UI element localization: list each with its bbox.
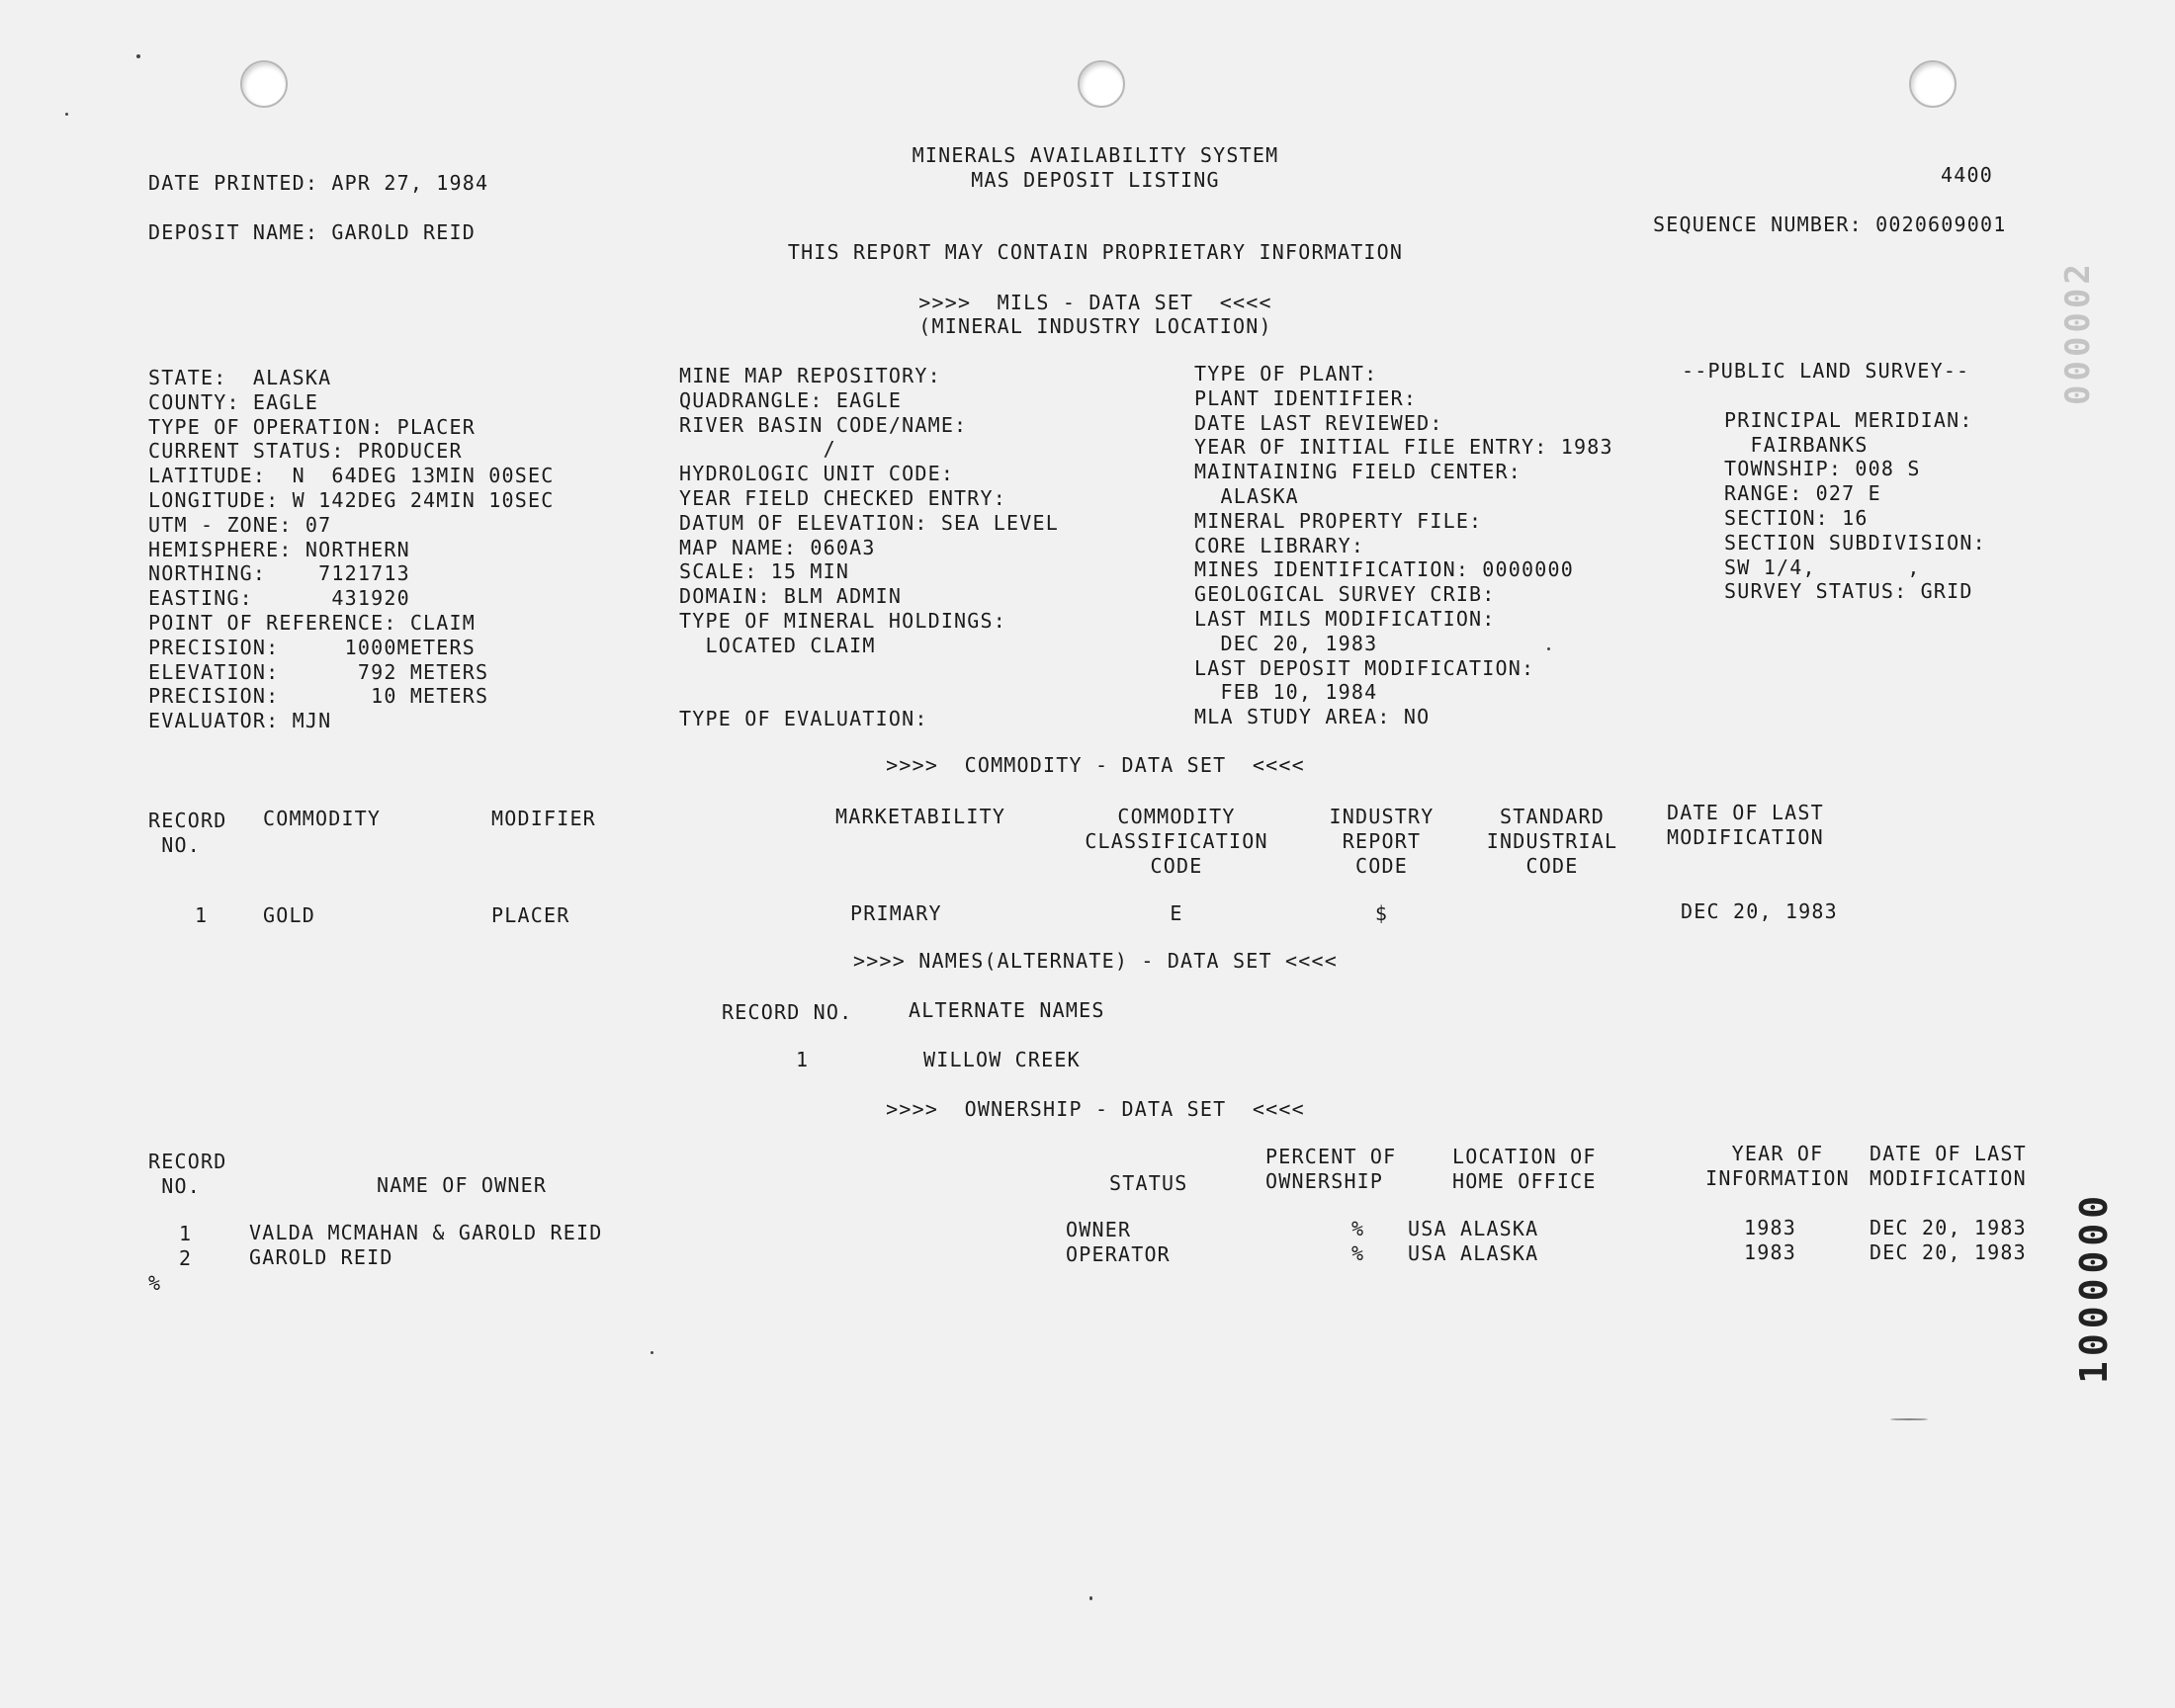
field-section-subdivision-value: SW 1/4, , <box>1724 555 1921 579</box>
field-quadrangle: QUADRANGLE: EAGLE <box>679 388 903 412</box>
commodity-header-sic: STANDARD INDUSTRIAL CODE <box>1486 805 1618 878</box>
ownership-header-year: YEAR OF INFORMATION <box>1705 1142 1850 1190</box>
field-state: STATE: ALASKA <box>148 366 332 389</box>
commodity-header-date: DATE OF LAST MODIFICATION <box>1667 801 1824 849</box>
field-principal-meridian-value: FAIRBANKS <box>1724 433 1869 457</box>
punch-hole-left <box>240 60 288 108</box>
field-mine-map-repository: MINE MAP REPOSITORY: <box>679 364 941 387</box>
ownership-date: DEC 20, 1983 <box>1870 1216 2027 1239</box>
names-alternate-name: WILLOW CREEK <box>923 1048 1081 1071</box>
ownership-header-status: STATUS <box>1109 1171 1188 1195</box>
field-maintaining-center-value: ALASKA <box>1194 484 1299 508</box>
field-northing: NORTHING: 7121713 <box>148 561 410 585</box>
field-latitude: LATITUDE: N 64DEG 13MIN 00SEC <box>148 464 555 487</box>
ownership-status: OWNER <box>1066 1218 1132 1241</box>
ownership-year: 1983 <box>1744 1216 1796 1239</box>
field-county: COUNTY: EAGLE <box>148 390 319 414</box>
field-maintaining-center: MAINTAINING FIELD CENTER: <box>1194 460 1522 483</box>
field-current-status: CURRENT STATUS: PRODUCER <box>148 439 463 463</box>
proprietary-notice: THIS REPORT MAY CONTAIN PROPRIETARY INFORMATION <box>787 240 1404 264</box>
margin-stamp-lower: 1000000 <box>2072 1190 2116 1384</box>
survey-title: --PUBLIC LAND SURVEY-- <box>1682 359 1970 383</box>
field-utm-zone: UTM - ZONE: 07 <box>148 513 332 537</box>
commodity-header-classification: COMMODITY CLASSIFICATION CODE <box>1085 805 1268 878</box>
field-scale: SCALE: 15 MIN <box>679 559 850 583</box>
field-survey-status: SURVEY STATUS: GRID <box>1724 579 1973 603</box>
field-township: TOWNSHIP: 008 S <box>1724 457 1921 480</box>
field-geological-survey-crib: GEOLOGICAL SURVEY CRIB: <box>1194 582 1496 606</box>
commodity-header-marketability: MARKETABILITY <box>835 805 1006 828</box>
field-principal-meridian: PRINCIPAL MERIDIAN: <box>1724 408 1973 432</box>
ownership-owner: GAROLD REID <box>249 1245 393 1269</box>
field-last-mils-modification: LAST MILS MODIFICATION: <box>1194 607 1496 631</box>
commodity-header-modifier: MODIFIER <box>491 807 596 830</box>
names-header-record: RECORD NO. <box>722 1000 853 1024</box>
names-title: >>>> NAMES(ALTERNATE) - DATA SET <<<< <box>853 949 1338 973</box>
commodity-header-commodity: COMMODITY <box>263 807 382 830</box>
commodity-marketability: PRIMARY <box>850 901 942 925</box>
field-datum-of-elevation: DATUM OF ELEVATION: SEA LEVEL <box>679 511 1059 535</box>
punch-hole-center <box>1078 60 1125 108</box>
field-plant-identifier: PLANT IDENTIFIER: <box>1194 386 1418 410</box>
field-easting: EASTING: 431920 <box>148 586 410 610</box>
commodity-date: DEC 20, 1983 <box>1681 899 1838 923</box>
field-core-library: CORE LIBRARY: <box>1194 534 1365 557</box>
field-precision: PRECISION: 1000METERS <box>148 636 477 659</box>
field-section: SECTION: 16 <box>1724 506 1869 530</box>
punch-hole-right <box>1909 60 1957 108</box>
field-river-basin-value: / <box>679 437 836 461</box>
field-hydrologic-unit: HYDROLOGIC UNIT CODE: <box>679 462 955 485</box>
field-evaluator: EVALUATOR: MJN <box>148 709 332 732</box>
field-mines-identification: MINES IDENTIFICATION: 0000000 <box>1194 557 1574 581</box>
field-section-subdivision: SECTION SUBDIVISION: <box>1724 531 1986 555</box>
scan-speck <box>651 1351 653 1354</box>
field-last-deposit-modification-value: FEB 10, 1984 <box>1194 680 1378 704</box>
field-mla-study-area: MLA STUDY AREA: NO <box>1194 705 1431 728</box>
commodity-name: GOLD <box>263 903 315 927</box>
ownership-header-record: RECORD NO. <box>148 1150 227 1198</box>
ownership-location: USA ALASKA <box>1408 1217 1539 1240</box>
field-longitude: LONGITUDE: W 142DEG 24MIN 10SEC <box>148 488 555 512</box>
scan-speck <box>65 113 68 116</box>
sequence-number: SEQUENCE NUMBER: 0020609001 <box>1653 213 2007 236</box>
ownership-footnote: % <box>148 1271 162 1295</box>
ownership-record: 1 <box>179 1222 193 1245</box>
commodity-modifier: PLACER <box>491 903 570 927</box>
commodity-classification: E <box>1170 901 1183 925</box>
names-record: 1 <box>796 1048 810 1071</box>
margin-stamp-upper: 000002 <box>2058 260 2098 405</box>
field-last-deposit-modification: LAST DEPOSIT MODIFICATION: <box>1194 656 1535 680</box>
field-mineral-property-file: MINERAL PROPERTY FILE: <box>1194 509 1483 533</box>
field-elevation: ELEVATION: 792 METERS <box>148 660 489 684</box>
scan-speck <box>1547 647 1550 650</box>
mils-subtitle: (MINERAL INDUSTRY LOCATION) <box>918 314 1272 338</box>
commodity-industry-code: $ <box>1374 901 1389 925</box>
field-mineral-holdings-value: LOCATED CLAIM <box>679 634 876 657</box>
ownership-title: >>>> OWNERSHIP - DATA SET <<<< <box>886 1097 1305 1121</box>
listing-title: MAS DEPOSIT LISTING <box>971 168 1220 192</box>
mils-title: >>>> MILS - DATA SET <<<< <box>918 291 1272 314</box>
field-point-of-reference: POINT OF REFERENCE: CLAIM <box>148 611 477 635</box>
field-type-of-plant: TYPE OF PLANT: <box>1194 362 1378 385</box>
field-domain: DOMAIN: BLM ADMIN <box>679 584 903 608</box>
names-header-names: ALTERNATE NAMES <box>909 998 1105 1022</box>
field-elevation-precision: PRECISION: 10 METERS <box>148 684 489 708</box>
report-number: 4400 <box>1941 163 1993 187</box>
ownership-owner: VALDA MCMAHAN & GAROLD REID <box>249 1221 603 1244</box>
field-river-basin: RIVER BASIN CODE/NAME: <box>679 413 968 437</box>
field-last-mils-modification-value: DEC 20, 1983 <box>1194 632 1378 655</box>
deposit-name: DEPOSIT NAME: GAROLD REID <box>148 220 477 244</box>
date-printed: DATE PRINTED: APR 27, 1984 <box>148 171 489 195</box>
field-mineral-holdings: TYPE OF MINERAL HOLDINGS: <box>679 609 1007 633</box>
commodity-title: >>>> COMMODITY - DATA SET <<<< <box>886 753 1305 777</box>
field-year-field-checked: YEAR FIELD CHECKED ENTRY: <box>679 486 1007 510</box>
scan-speck <box>136 54 140 58</box>
ownership-percent: % <box>1351 1241 1365 1265</box>
commodity-record: 1 <box>195 903 209 927</box>
ownership-date: DEC 20, 1983 <box>1870 1240 2027 1264</box>
ownership-status: OPERATOR <box>1066 1242 1171 1266</box>
ownership-header-date: DATE OF LAST MODIFICATION <box>1870 1142 2027 1190</box>
ownership-location: USA ALASKA <box>1408 1241 1539 1265</box>
ownership-header-owner: NAME OF OWNER <box>377 1173 548 1197</box>
ownership-year: 1983 <box>1744 1240 1796 1264</box>
ownership-record: 2 <box>179 1246 193 1270</box>
field-range: RANGE: 027 E <box>1724 481 1881 505</box>
ownership-header-percent: PERCENT OF OWNERSHIP <box>1265 1145 1397 1193</box>
commodity-header-industry: INDUSTRY REPORT CODE <box>1329 805 1435 878</box>
ownership-header-location: LOCATION OF HOME OFFICE <box>1452 1145 1597 1193</box>
system-title: MINERALS AVAILABILITY SYSTEM <box>912 143 1279 167</box>
field-type-of-operation: TYPE OF OPERATION: PLACER <box>148 415 477 439</box>
field-map-name: MAP NAME: 060A3 <box>679 536 876 559</box>
commodity-header-record: RECORD NO. <box>148 809 227 857</box>
scan-speck <box>1890 1418 1928 1420</box>
field-type-of-evaluation: TYPE OF EVALUATION: <box>679 707 928 730</box>
ownership-percent: % <box>1351 1217 1365 1240</box>
scan-speck <box>1089 1596 1092 1600</box>
field-year-initial-entry: YEAR OF INITIAL FILE ENTRY: 1983 <box>1194 435 1613 459</box>
field-date-last-reviewed: DATE LAST REVIEWED: <box>1194 411 1443 435</box>
field-hemisphere: HEMISPHERE: NORTHERN <box>148 538 410 561</box>
